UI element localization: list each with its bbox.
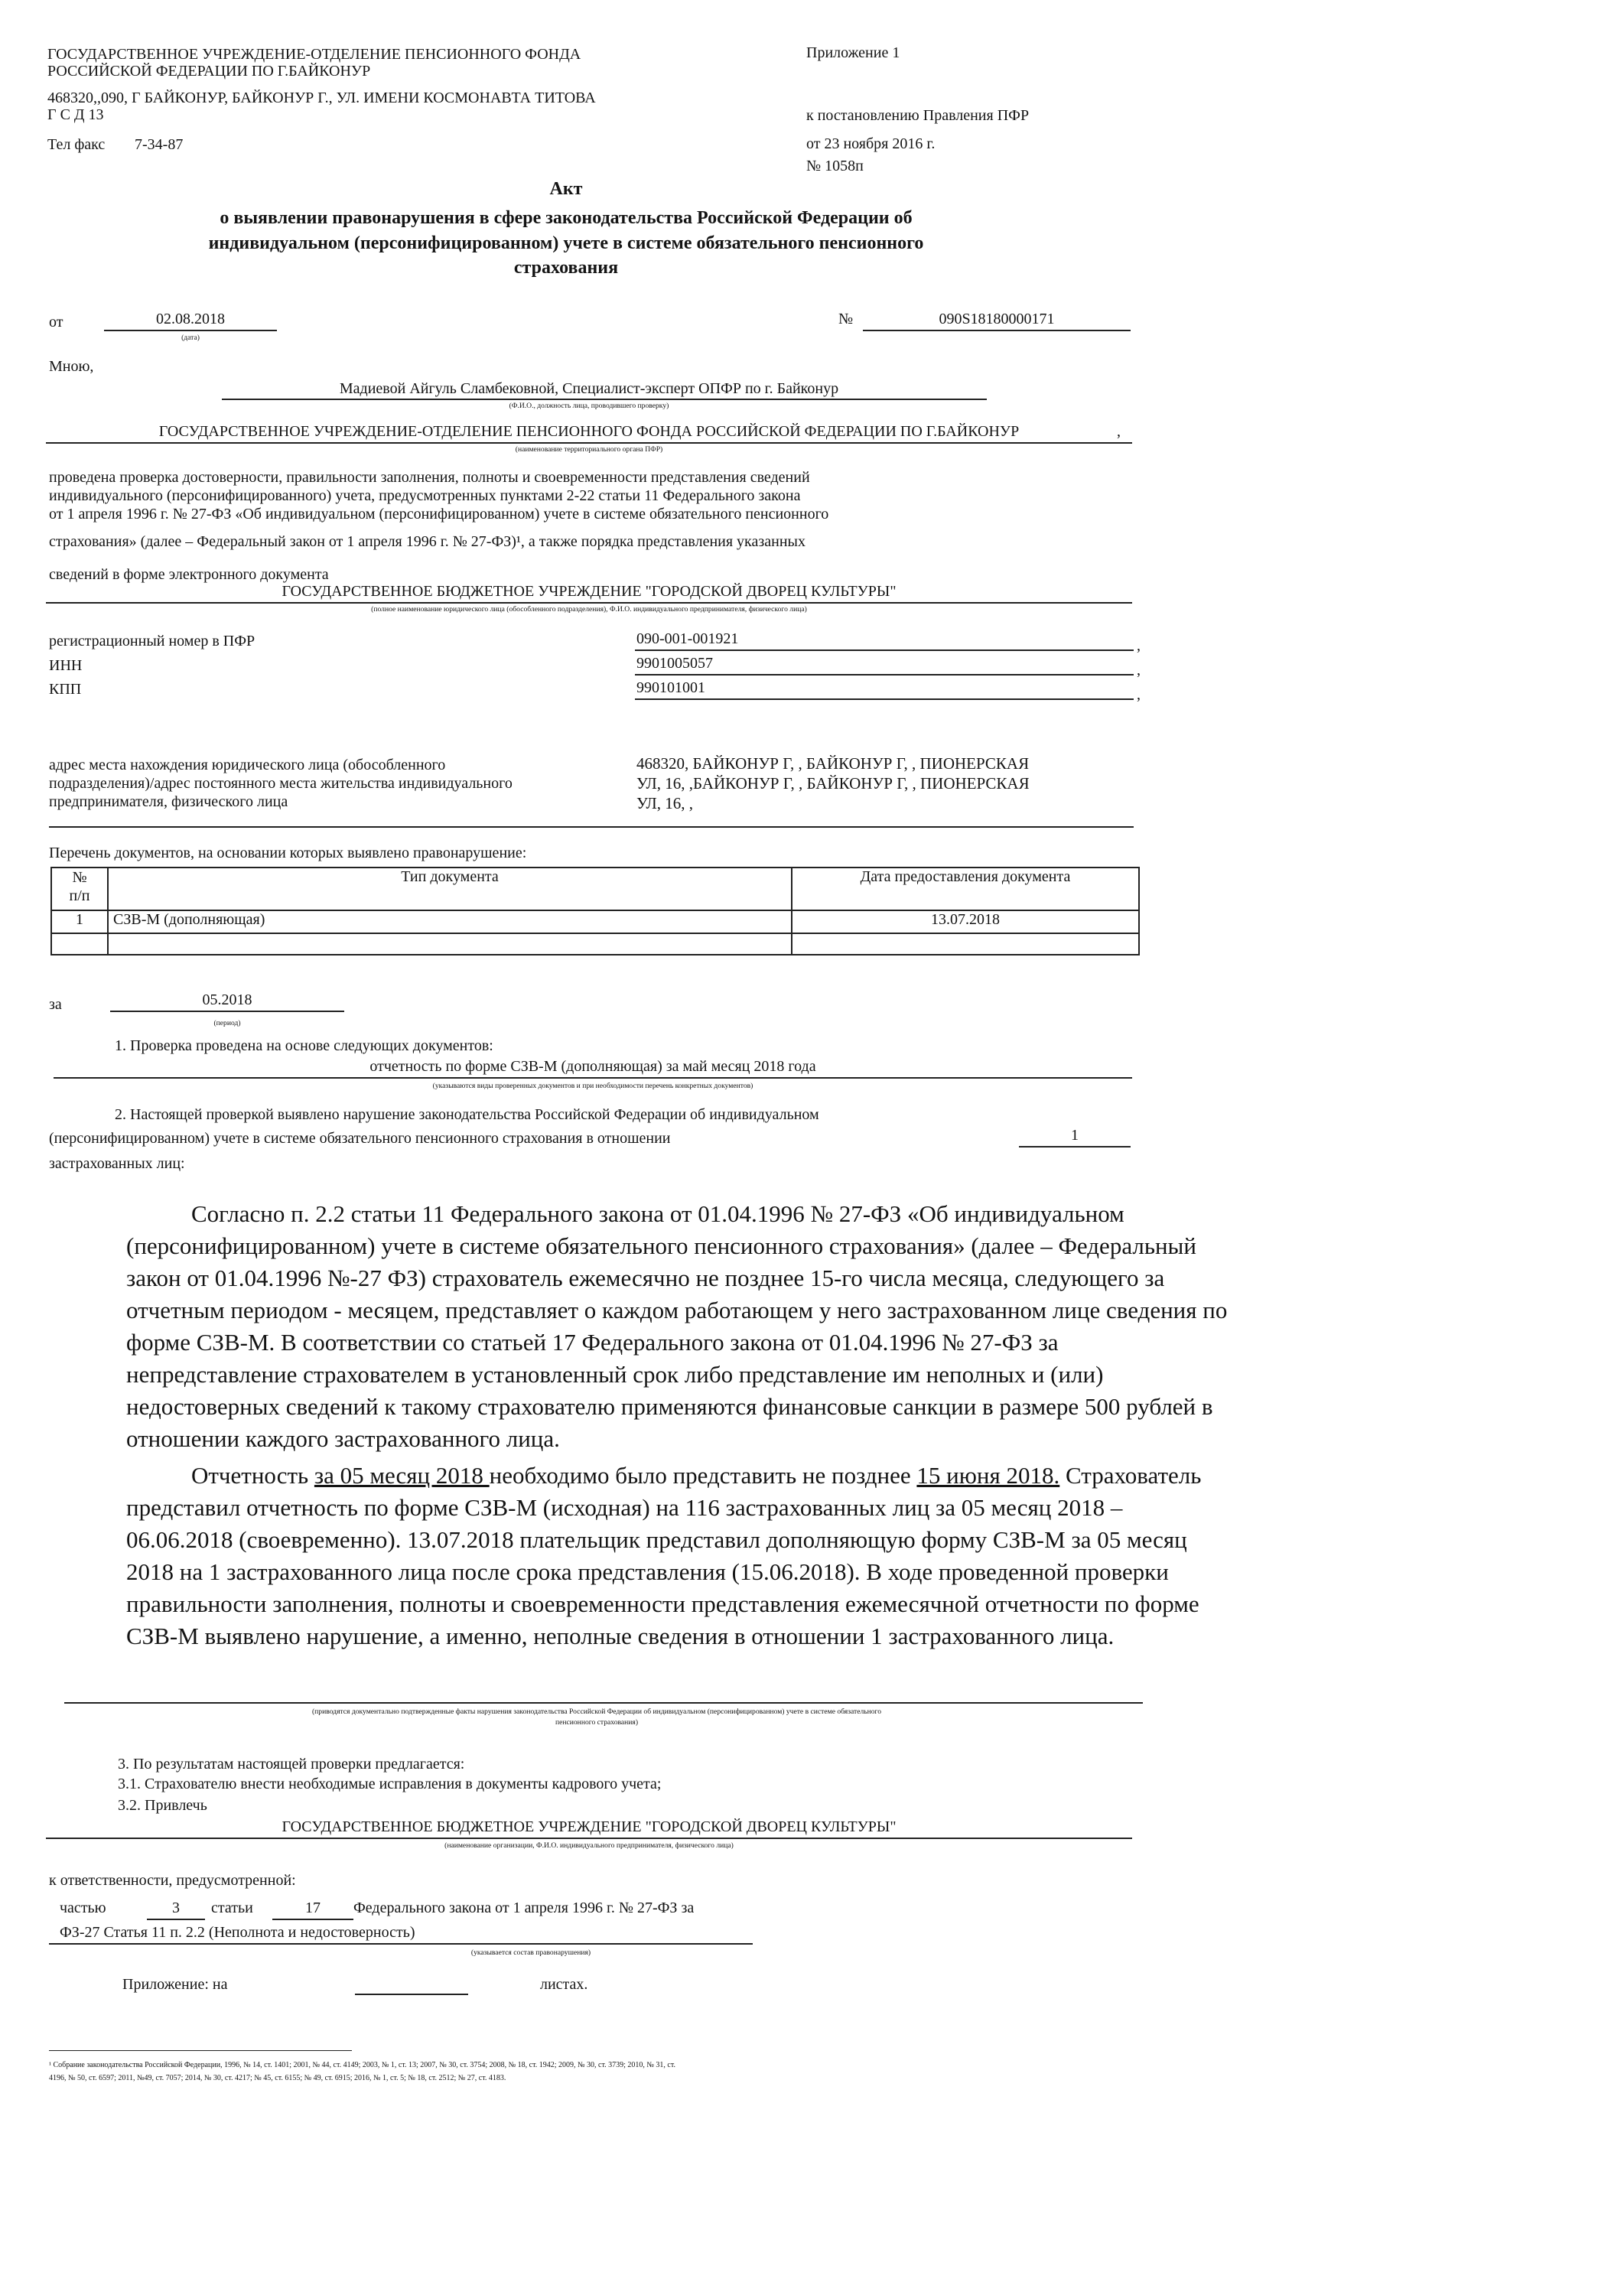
- section2-line3: застрахованных лиц:: [49, 1155, 185, 1172]
- footnote-line2: 4196, № 50, ст. 6597; 2011, №49, ст. 7057; 2014, № 30, ст. 4217; № 45, ст. 6155; № 49, ст. 6915; 2016, № 1, ст. 5; № 18, ст. 2512; № 27, ст. 4183.: [49, 2074, 506, 2082]
- doc-row-type: [108, 933, 792, 955]
- resolution-date: от 23 ноября 2016 г.: [806, 135, 936, 152]
- body-line: 2018 на 1 застрахованного лица после срока представления (15.06.2018). В ходе проведенной проверки: [126, 1558, 1169, 1585]
- part-label: частью: [60, 1899, 106, 1916]
- body-text: Отчетность: [191, 1462, 314, 1489]
- article-label: статьи: [211, 1899, 253, 1916]
- documents-caption: Перечень документов, на основании которых выявлено правонарушение:: [49, 845, 527, 861]
- col-no-sublabel: п/п: [69, 887, 90, 904]
- org-address-line2: Г С Д 13: [47, 106, 104, 123]
- table-row: [51, 910, 1139, 933]
- act-title: Акт: [549, 179, 583, 199]
- body-line: закон от 01.04.1996 №-27 ФЗ) страхователь ежемесячно не позднее 15-го числа месяца, следующего за: [126, 1265, 1165, 1291]
- section1-caption: (указываются виды проверенных документов и при необходимости перечень конкретных документов): [432, 1082, 753, 1090]
- attachment-label: Приложение: на: [122, 1976, 228, 1993]
- doc-row-type: СЗВ-М (дополняющая): [108, 910, 792, 933]
- section3-line1: 3. По результатам настоящей проверки предлагается:: [118, 1756, 465, 1773]
- inspector-by-label: Мною,: [49, 358, 94, 375]
- check-text-line2: индивидуального (персонифицированного) учета, предусмотренных пунктами 2-22 статьи 11 Федерального закона: [49, 487, 801, 504]
- section3-org: ГОСУДАРСТВЕННОЕ БЮДЖЕТНОЕ УЧРЕЖДЕНИЕ "ГОРОДСКОЙ ДВОРЕЦ КУЛЬТУРЫ": [282, 1818, 897, 1835]
- act-title-line3: индивидуальном (персонифицированном) учете в системе обязательного пенсионного: [208, 233, 924, 253]
- body-line: форме СЗВ-М. В соответствии со статьей 17 Федерального закона от 01.04.1996 № 27-ФЗ за: [126, 1329, 1059, 1356]
- resolution-label: к постановлению Правления ПФР: [806, 107, 1030, 124]
- body-paragraph2-first-line: [191, 1460, 1201, 1492]
- period-value: 05.2018: [202, 991, 252, 1008]
- check-text-line1: проведена проверка достоверности, правильности заполнения, полноты и своевременности представления сведений: [49, 469, 810, 486]
- check-text-line4: страхования» (далее – Федеральный закон от 1 апреля 1996 г. № 27-ФЗ)¹, а также порядка представления указанных: [49, 533, 805, 550]
- date-caption: (дата): [181, 334, 200, 342]
- section2-line2: (персонифицированном) учете в системе обязательного пенсионного страхования в отношении: [49, 1130, 671, 1147]
- body-line: (персонифицированном) учете в системе обязательного пенсионного страхования» (далее – Федеральный: [126, 1232, 1196, 1259]
- insured-name: ГОСУДАРСТВЕННОЕ БЮДЖЕТНОЕ УЧРЕЖДЕНИЕ "ГОРОДСКОЙ ДВОРЕЦ КУЛЬТУРЫ": [282, 583, 897, 600]
- kpp-label: КПП: [49, 681, 82, 698]
- reg-number-label: регистрационный номер в ПФР: [49, 633, 255, 649]
- body-underlined-deadline: 15 июня 2018.: [916, 1462, 1060, 1489]
- doc-row-date: [792, 933, 1139, 955]
- section3-line3: 3.2. Привлечь: [118, 1797, 207, 1814]
- org-address-line1: 468320,,090, Г БАЙКОНУР, БАЙКОНУР Г., УЛ. ИМЕНИ КОСМОНАВТА ТИТОВА: [47, 90, 596, 106]
- body-line: правильности заполнения, полноты и своевременности представления ежемесячной отчетности по форме: [126, 1590, 1199, 1617]
- article-value: 17: [305, 1899, 321, 1916]
- body-line: Согласно п. 2.2 статьи 11 Федерального закона от 01.04.1996 № 27-ФЗ «Об индивидуальном: [191, 1200, 1124, 1227]
- kpp-value: 990101001: [636, 679, 705, 696]
- table-row: [51, 933, 1139, 955]
- body-text: Страхователь: [1059, 1462, 1202, 1489]
- inn-label: ИНН: [49, 657, 83, 674]
- organ-caption: (наименование территориального органа ПФР): [515, 445, 663, 454]
- address-label-line2: подразделения)/адрес постоянного места жительства индивидуального: [49, 775, 513, 792]
- facts-caption-line1: (приводятся документально подтвержденные факты нарушения законодательства Российской Федерации об индивидуальном (персонифицированном) учете в системе обязательного: [311, 1707, 882, 1716]
- reg-number-value: 090-001-001921: [636, 630, 739, 647]
- act-date: 02.08.2018: [156, 311, 225, 327]
- address-value-line2: УЛ, 16, ,БАЙКОНУР Г, , БАЙКОНУР Г, , ПИОНЕРСКАЯ: [636, 774, 1030, 793]
- pfr-organ: ГОСУДАРСТВЕННОЕ УЧРЕЖДЕНИЕ-ОТДЕЛЕНИЕ ПЕНСИОННОГО ФОНДА РОССИЙСКОЙ ФЕДЕРАЦИИ ПО Г.БАЙКОНУР: [158, 423, 1020, 440]
- body-line: отношении каждого застрахованного лица.: [126, 1425, 560, 1452]
- body-line: отчетным периодом - месяцем, представляет о каждом работающем у него застрахованном лице сведения по: [126, 1297, 1228, 1323]
- org-name-line1: ГОСУДАРСТВЕННОЕ УЧРЕЖДЕНИЕ-ОТДЕЛЕНИЕ ПЕНСИОННОГО ФОНДА: [47, 46, 581, 63]
- body-line: представил отчетность по форме СЗВ-М (исходная) на 116 застрахованных лиц за 05 месяц 2018 –: [126, 1494, 1123, 1521]
- organ-comma: ,: [1117, 423, 1121, 440]
- act-title-line2: о выявлении правонарушения в сфере законодательства Российской Федерации об: [220, 208, 913, 228]
- address-label-line3: предпринимателя, физического лица: [49, 793, 288, 810]
- act-number-label: №: [838, 311, 854, 327]
- section3-org-caption: (наименование организации, Ф.И.О. индивидуального предпринимателя, физического лица): [444, 1841, 734, 1850]
- resolution-number: № 1058п: [806, 158, 864, 174]
- body-line: непредставление страхователем в установленный срок либо представление им неполных и (или): [126, 1361, 1104, 1388]
- address-value-line3: УЛ, 16, ,: [636, 794, 693, 812]
- body-text: необходимо было представить не позднее: [489, 1462, 917, 1489]
- attachment-suffix: листах.: [540, 1976, 588, 1993]
- col-date-header: Дата предоставления документа: [792, 868, 1139, 910]
- documents-header-row: [51, 868, 1139, 910]
- kpp-comma: ,: [1137, 686, 1141, 703]
- org-name-line2: РОССИЙСКОЙ ФЕДЕРАЦИИ ПО Г.БАЙКОНУР: [47, 63, 371, 80]
- period-caption: (период): [213, 1019, 241, 1027]
- section3-line2: 3.1. Страхователю внести необходимые исправления в документы кадрового учета;: [118, 1776, 662, 1792]
- documents-table: [50, 867, 1140, 955]
- facts-caption-line2: пенсионного страхования): [555, 1718, 639, 1727]
- phone-label: Тел факс: [47, 136, 106, 153]
- date-from-label: от: [49, 314, 63, 330]
- body-line: 06.06.2018 (своевременно). 13.07.2018 плательщик представил дополняющую форму СЗВ-М за 05 месяц: [126, 1526, 1187, 1553]
- footnote-line1: ¹ Собрание законодательства Российской Федерации, 1996, № 14, ст. 1401; 2001, № 44, ст. 4149; 2003, № 1, ст. 13; 2007, № 30, ст. 3754; 2008, № 18, ст. 1942; 2009, № 30, ст. 3739; 2010, № 31, ст.: [49, 2061, 675, 2069]
- violations-count: 1: [1071, 1127, 1079, 1144]
- col-no-label: №: [72, 869, 87, 886]
- body-underlined-period: за 05 месяц 2018: [314, 1462, 490, 1489]
- address-label-line1: адрес места нахождения юридического лица (обособленного: [49, 757, 446, 773]
- section1-text: 1. Проверка проведена на основе следующих документов:: [115, 1037, 493, 1054]
- period-label: за: [49, 996, 62, 1013]
- law-reference: Федерального закона от 1 апреля 1996 г. № 27-ФЗ за: [353, 1899, 695, 1916]
- body-line: недостоверных сведений к такому страхователю применяются финансовые санкции в размере 500 рублей в: [126, 1393, 1213, 1420]
- doc-row-date: 13.07.2018: [792, 910, 1139, 933]
- section2-line1: 2. Настоящей проверкой выявлено нарушение законодательства Российской Федерации об индивидуальном: [115, 1106, 819, 1123]
- appendix-label: Приложение 1: [806, 44, 900, 61]
- inn-comma: ,: [1137, 662, 1141, 679]
- liability-label: к ответственности, предусмотренной:: [49, 1872, 296, 1889]
- phone-value: 7-34-87: [135, 136, 184, 153]
- check-text-line5: сведений в форме электронного документа: [49, 566, 329, 583]
- inspector-name: Мадиевой Айгуль Сламбековной, Специалист-эксперт ОПФР по г. Байконур: [339, 380, 839, 397]
- doc-row-no: [51, 933, 108, 955]
- insured-name-caption: (полное наименование юридического лица (обособленного подразделения), Ф.И.О. индивидуального предпринимателя, физического лица): [371, 605, 807, 614]
- checked-documents: отчетность по форме СЗВ-М (дополняющая) за май месяц 2018 года: [369, 1058, 816, 1075]
- violation-type: ФЗ-27 Статья 11 п. 2.2 (Неполнота и недостоверность): [60, 1924, 415, 1941]
- act-title-line4: страхования: [513, 258, 619, 278]
- part-value: 3: [172, 1899, 180, 1916]
- act-number: 090S18180000171: [939, 311, 1055, 327]
- inn-value: 9901005057: [636, 655, 713, 672]
- doc-row-no: 1: [51, 910, 108, 933]
- reg-comma: ,: [1137, 637, 1141, 654]
- col-no-header: [51, 868, 108, 910]
- body-line: СЗВ-М выявлено нарушение, а именно, неполные сведения в отношении 1 застрахованного лица.: [126, 1623, 1115, 1649]
- col-type-header: Тип документа: [108, 868, 792, 910]
- violation-caption: (указывается состав правонарушения): [470, 1948, 591, 1957]
- inspector-caption: (Ф.И.О., должность лица, проводившего проверку): [509, 402, 669, 410]
- address-value-line1: 468320, БАЙКОНУР Г, , БАЙКОНУР Г, , ПИОНЕРСКАЯ: [636, 754, 1030, 773]
- check-text-line3: от 1 апреля 1996 г. № 27-ФЗ «Об индивидуальном (персонифицированном) учете в системе обязательного пенсионного: [49, 506, 829, 522]
